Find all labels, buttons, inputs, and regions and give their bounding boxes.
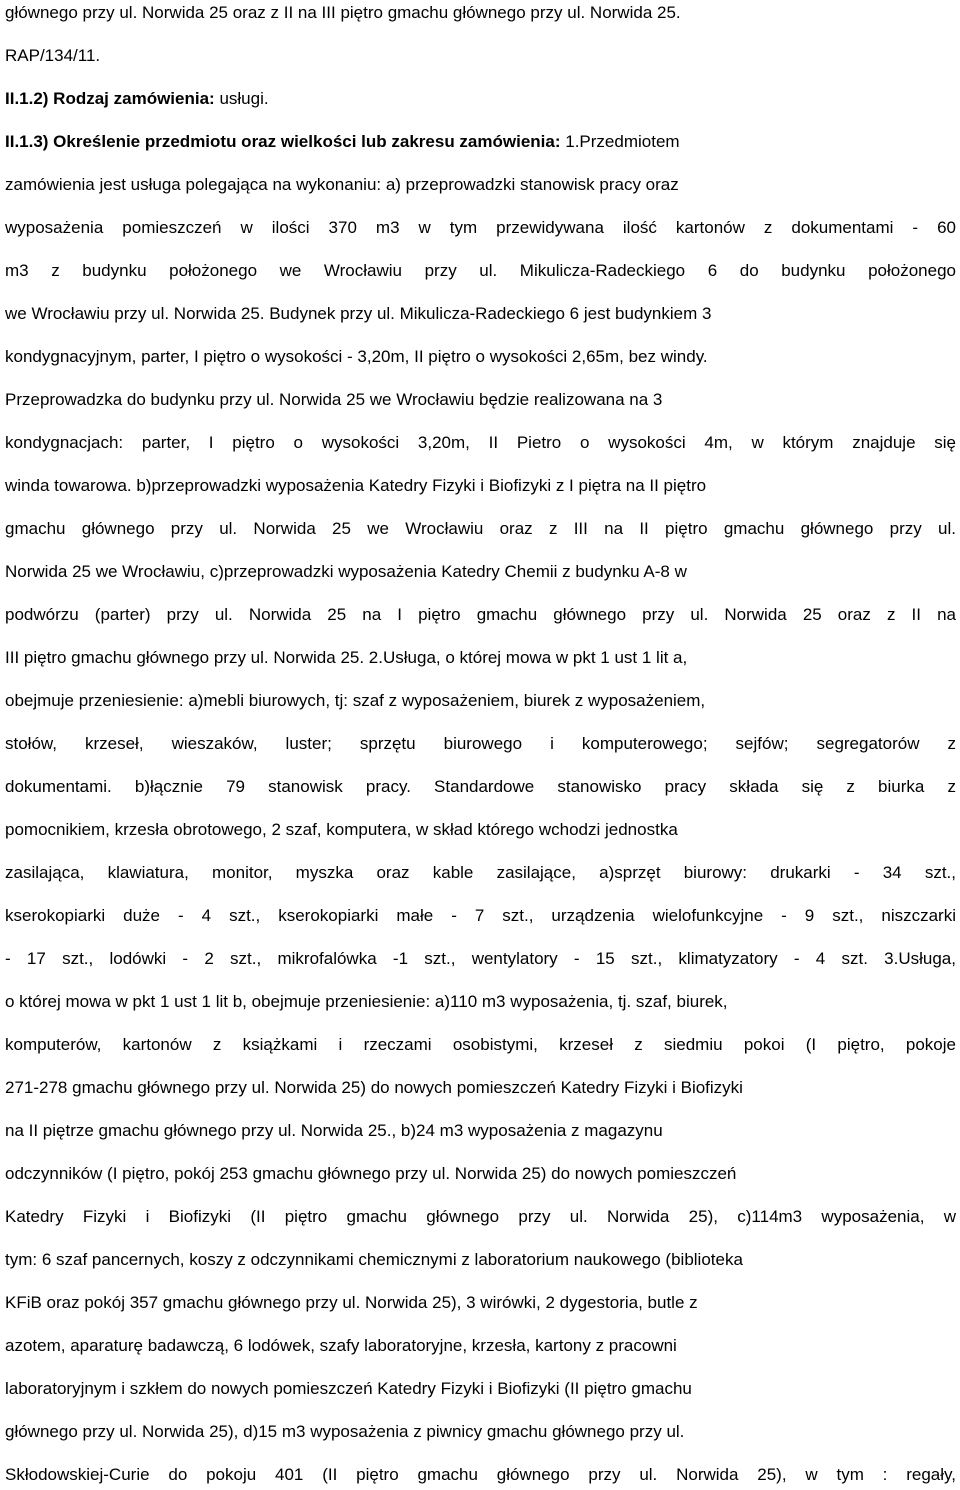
- header-line-2: RAP/134/11.: [5, 46, 101, 65]
- body-line: kondygnacyjnym, parter, I piętro o wysokości - 3,20m, II piętro o wysokości 2,65m, bez windy.: [5, 347, 708, 366]
- body-line: laboratoryjnym i szkłem do nowych pomieszczeń Katedry Fizyki i Biofizyki (II piętro gmachu: [5, 1379, 692, 1398]
- body-line: Przeprowadzka do budynku przy ul. Norwida 25 we Wrocławiu będzie realizowana na 3: [5, 390, 663, 409]
- header-line-1: głównego przy ul. Norwida 25 oraz z II na III piętro gmachu głównego przy ul. Norwida 25.: [5, 3, 681, 22]
- body-line: wyposażenia pomieszczeń w ilości 370 m3 w tym przewidywana ilość kartonów z dokumentami - 60: [5, 218, 956, 237]
- section-3-line: [5, 131, 956, 153]
- body-line: podwórzu (parter) przy ul. Norwida 25 na I piętro gmachu głównego przy ul. Norwida 25 oraz z II na: [5, 605, 956, 624]
- body-line: kserokopiarki duże - 4 szt., kserokopiarki małe - 7 szt., urządzenia wielofunkcyjne - 9 szt., niszczarki: [5, 906, 956, 925]
- body-line: 271-278 gmachu głównego przy ul. Norwida 25) do nowych pomieszczeń Katedry Fizyki i Biofizyki: [5, 1078, 743, 1097]
- body-line: gmachu głównego przy ul. Norwida 25 we Wrocławiu oraz z III na II piętro gmachu głównego przy ul.: [5, 519, 956, 538]
- body-line: pomocnikiem, krzesła obrotowego, 2 szaf, komputera, w skład którego wchodzi jednostka: [5, 820, 678, 839]
- body-line: o której mowa w pkt 1 ust 1 lit b, obejmuje przeniesienie: a)110 m3 wyposażenia, tj. szaf, biurek,: [5, 992, 728, 1011]
- body-line: winda towarowa. b)przeprowadzki wyposażenia Katedry Fizyki i Biofizyki z I piętra na II piętro: [5, 476, 707, 495]
- section-2-value: usługi.: [219, 89, 269, 108]
- body-line: zamówienia jest usługa polegająca na wykonaniu: a) przeprowadzki stanowisk pracy oraz: [5, 175, 679, 194]
- body-line: Norwida 25 we Wrocławiu, c)przeprowadzki wyposażenia Katedry Chemii z budynku A-8 w: [5, 562, 687, 581]
- body-line: Skłodowskiej-Curie do pokoju 401 (II piętro gmachu głównego przy ul. Norwida 25), w tym : regały,: [5, 1465, 956, 1484]
- body-line: tym: 6 szaf pancernych, koszy z odczynnikami chemicznymi z laboratorium naukowego (biblioteka: [5, 1250, 743, 1269]
- body-line: we Wrocławiu przy ul. Norwida 25. Budynek przy ul. Mikulicza-Radeckiego 6 jest budynkiem 3: [5, 304, 712, 323]
- body-line: III piętro gmachu głównego przy ul. Norwida 25. 2.Usługa, o której mowa w pkt 1 ust 1 lit a,: [5, 648, 688, 667]
- body-line: dokumentami. b)łącznie 79 stanowisk pracy. Standardowe stanowisko pracy składa się z biurka z: [5, 777, 956, 796]
- body-line: odczynników (I piętro, pokój 253 gmachu głównego przy ul. Norwida 25) do nowych pomieszczeń: [5, 1164, 737, 1183]
- body-line: KFiB oraz pokój 357 gmachu głównego przy ul. Norwida 25), 3 wirówki, 2 dygestoria, butle z: [5, 1293, 698, 1312]
- section-3-label: II.1.3) Określenie przedmiotu oraz wielkości lub zakresu zamówienia:: [5, 132, 561, 151]
- body-line: zasilająca, klawiatura, monitor, myszka oraz kable zasilające, a)sprzęt biurowy: drukarki - 34 szt.,: [5, 863, 956, 882]
- section-3-value: 1.Przedmiotem: [565, 132, 680, 151]
- body-line: - 17 szt., lodówki - 2 szt., mikrofalówka -1 szt., wentylatory - 15 szt., klimatyzatory - 4 szt. 3.Usługa,: [5, 949, 956, 968]
- body-line: azotem, aparaturę badawczą, 6 lodówek, szafy laboratoryjne, krzesła, kartony z pracowni: [5, 1336, 677, 1355]
- body-line: Katedry Fizyki i Biofizyki (II piętro gmachu głównego przy ul. Norwida 25), c)114m3 wyposażenia, w: [5, 1207, 956, 1226]
- body-line: kondygnacjach: parter, I piętro o wysokości 3,20m, II Pietro o wysokości 4m, w którym znajduje się: [5, 433, 956, 452]
- body-line: komputerów, kartonów z książkami i rzeczami osobistymi, krzeseł z siedmiu pokoi (I piętro, pokoje: [5, 1035, 956, 1054]
- body-line: stołów, krzeseł, wieszaków, luster; sprzętu biurowego i komputerowego; sejfów; segregatorów z: [5, 734, 956, 753]
- body-line: m3 z budynku położonego we Wrocławiu przy ul. Mikulicza-Radeckiego 6 do budynku położonego: [5, 261, 956, 280]
- section-2-label: II.1.2) Rodzaj zamówienia:: [5, 89, 215, 108]
- body-line: na II piętrze gmachu głównego przy ul. Norwida 25., b)24 m3 wyposażenia z magazynu: [5, 1121, 663, 1140]
- body-line: obejmuje przeniesienie: a)mebli biurowych, tj: szaf z wyposażeniem, biurek z wyposażeniem,: [5, 691, 706, 710]
- section-2-line: [5, 88, 956, 110]
- body-line: głównego przy ul. Norwida 25), d)15 m3 wyposażenia z piwnicy gmachu głównego przy ul.: [5, 1422, 685, 1441]
